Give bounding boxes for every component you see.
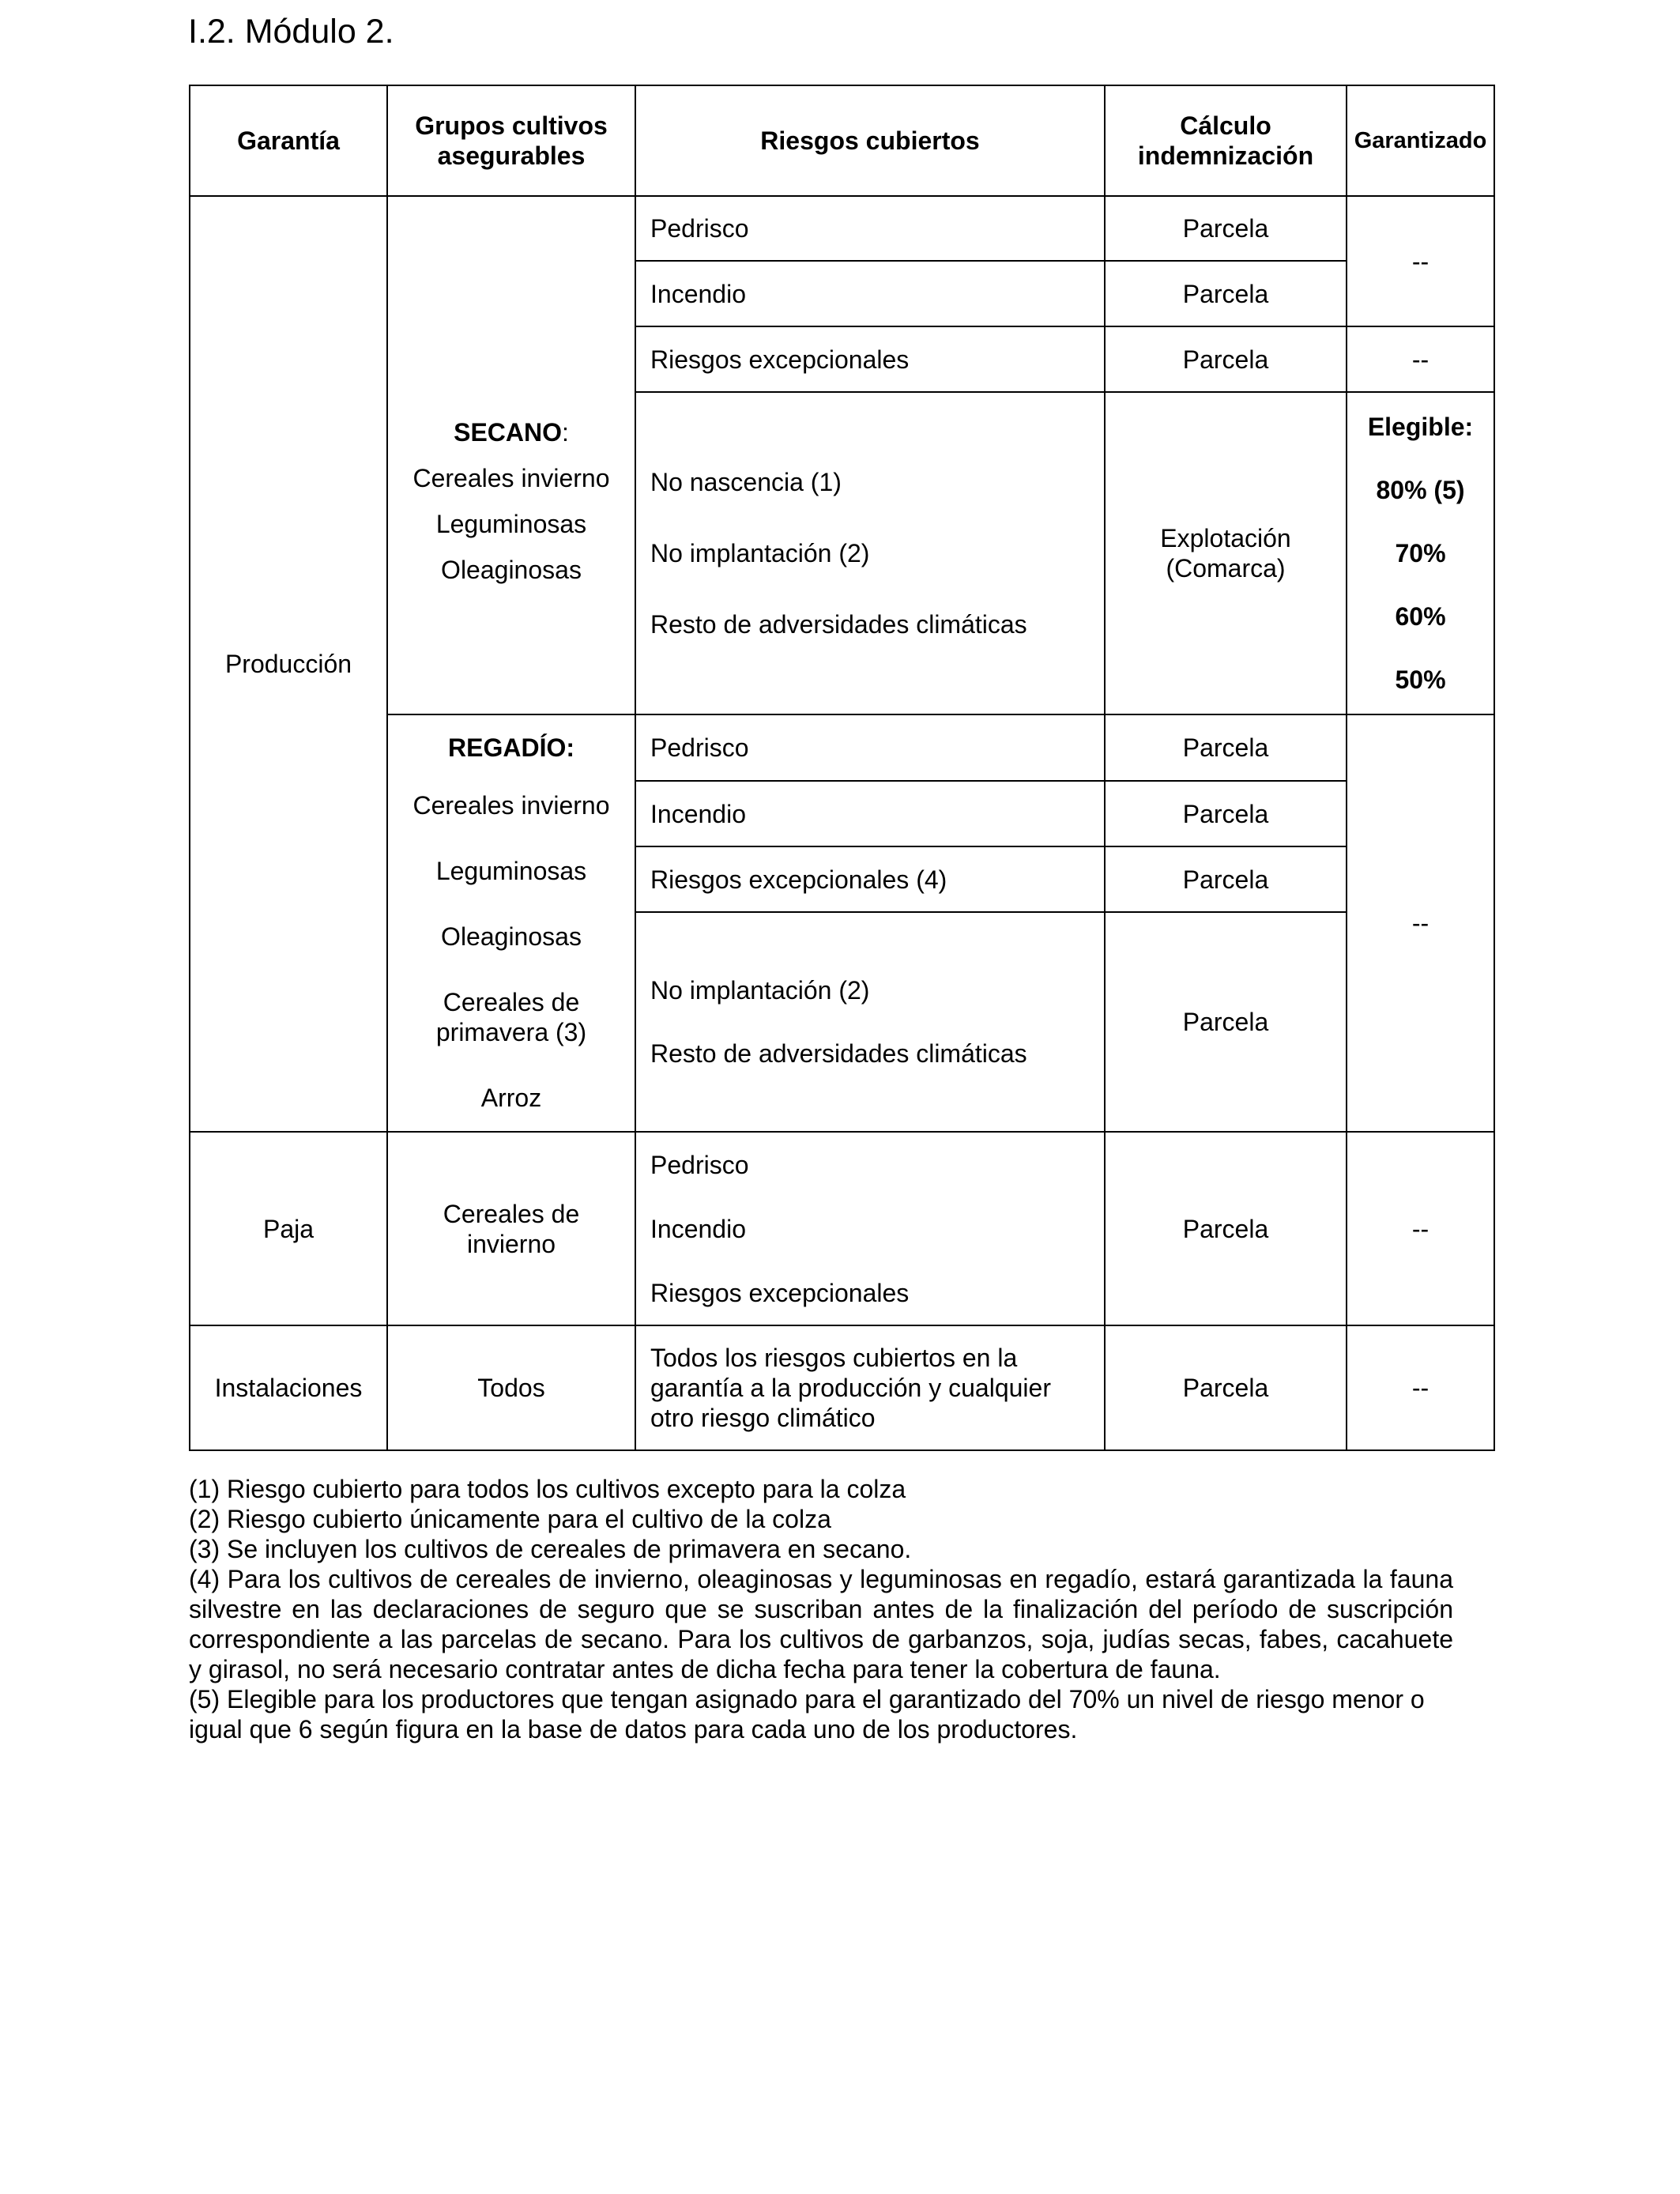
risk-item: Resto de adversidades climáticas [650,610,1027,639]
calc-cell: Parcela [1105,781,1347,846]
calc-cell: Parcela [1105,912,1347,1132]
footnotes [189,1474,1453,1744]
header-garantia: Garantía [190,85,387,196]
footnote: (5) Elegible para los productores que tengan asignado para el garantizado del 70% un nivel de riesgo menor o igual que 6 según figura en la base de datos para cada uno de los productores. [189,1685,1425,1744]
garantia-produccion: Producción [190,196,387,1132]
header-grupos: Grupos cultivos asegurables [387,85,635,196]
garantia-paja: Paja [190,1132,387,1325]
guaranteed-cell: -- [1347,326,1494,392]
guaranteed-item: 70% [1395,539,1446,567]
footnote: (3) Se incluyen los cultivos de cereales de primavera en secano. [189,1535,912,1563]
guaranteed-cell: -- [1347,1325,1494,1450]
secano-crop: Leguminosas [435,509,587,538]
regadio-crop: Arroz [480,1084,542,1112]
risk-item: No nascencia (1) [650,468,842,496]
table-row [190,196,1494,261]
risk-cell: Pedrisco [635,714,1105,781]
regadio-crop: Oleaginosas [441,922,582,951]
risk-item: Resto de adversidades climáticas [650,1039,1027,1068]
header-garantizado: Garantizado [1347,85,1494,196]
guaranteed-cell: -- [1347,196,1494,326]
guaranteed-item: 60% [1395,602,1446,631]
risk-item: Pedrisco [650,1150,749,1179]
secano-crops [387,196,635,714]
coverage-table [189,85,1495,1451]
header-calculo: Cálculo indemnización [1105,85,1347,196]
risk-cell: Incendio [635,781,1105,846]
calc-cell: Parcela [1105,714,1347,781]
footnote: (4) Para los cultivos de cereales de invierno, oleaginosas y leguminosas en regadío, estará garantizada la fauna silvestre en las declaraciones de seguro que se suscriban antes de la finalización del período de suscripción correspondiente a las parcelas de secano. Para los cultivos de garbanzos, soja, judías secas, fabes, cacahuete y girasol, no será necesario contratar antes de dicha fecha para tener la cobertura de fauna. [189,1565,1453,1683]
guaranteed-cell: -- [1347,714,1494,1132]
regadio-crop: Cereales invierno [412,791,610,820]
calc-cell: Parcela [1105,846,1347,912]
instalaciones-grupo: Todos [387,1325,635,1450]
table-row [190,1132,1494,1325]
regadio-crops [387,714,635,1132]
risk-cell: Riesgos excepcionales (4) [635,846,1105,912]
risk-item: No implantación (2) [650,539,870,567]
header-riesgos: Riesgos cubiertos [635,85,1105,196]
footnote: (2) Riesgo cubierto únicamente para el cultivo de la colza [189,1505,831,1533]
guaranteed-item: 50% [1395,665,1446,694]
garantia-instalaciones: Instalaciones [190,1325,387,1450]
calc-cell: Parcela [1105,1325,1347,1450]
risk-block [635,392,1105,714]
paja-grupo: Cereales de invierno [387,1132,635,1325]
risk-cell: Riesgos excepcionales [635,326,1105,392]
calc-cell: Parcela [1105,196,1347,261]
page-title: I.2. Módulo 2. [188,13,394,51]
calc-cell: Parcela [1105,1132,1347,1325]
regadio-label: REGADÍO: [448,733,574,762]
calc-cell: Explotación (Comarca) [1105,392,1347,714]
guaranteed-item: 80% (5) [1376,476,1465,504]
guaranteed-cell: -- [1347,1132,1494,1325]
secano-crop: Oleaginosas [441,555,582,584]
guaranteed-item: Elegible: [1367,413,1474,441]
regadio-crop: Leguminosas [435,857,587,885]
risk-block [635,1132,1105,1325]
secano-crop: Cereales invierno [412,463,610,492]
footnote: (1) Riesgo cubierto para todos los cultivos excepto para la colza [189,1475,906,1503]
risk-item: No implantación (2) [650,976,870,1005]
risk-cell: Pedrisco [635,196,1105,261]
risk-block [635,912,1105,1132]
risk-item: Incendio [650,1214,746,1243]
risk-cell: Todos los riesgos cubiertos en la garantía a la producción y cualquier otro riesgo climático [635,1325,1105,1450]
risk-item: Riesgos excepcionales [650,1278,910,1307]
calc-cell: Parcela [1105,326,1347,392]
regadio-crop: Cereales de primavera (3) [435,988,587,1046]
calc-cell: Parcela [1105,261,1347,326]
header-row [190,85,1494,196]
table-row [190,1325,1494,1450]
guaranteed-levels [1347,392,1494,714]
risk-cell: Incendio [635,261,1105,326]
secano-label: SECANO: [454,417,569,447]
